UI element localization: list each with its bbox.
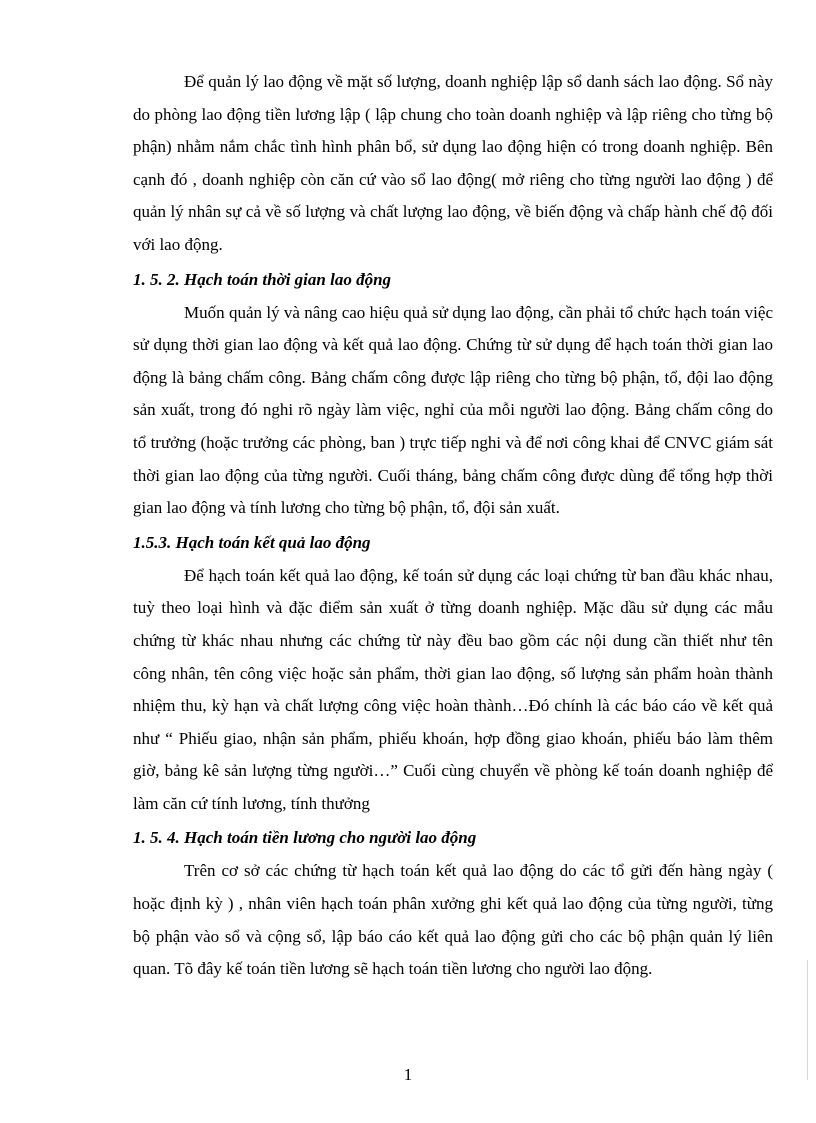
paragraph-labor-quantity: Để quản lý lao động về mặt số lượng, doanh nghiệp lập sổ danh sách lao động. Sổ này do phòng lao động tiền lương lập ( lập chung cho toàn doanh nghiệp và lập riêng cho từng bộ phận) nhằm nắm chắc tình hình phân bổ, sử dụng lao động hiện có trong doanh nghiệp. Bên cạnh đó , doanh nghiệp còn căn cứ vào sổ lao động( mở riêng cho từng người lao động ) để quản lý nhân sự cả về số lượng và chất lượng lao động, về biến động và chấp hành chế độ đối với lao động.: [133, 72, 773, 254]
paragraph-labor-results: Để hạch toán kết quả lao động, kế toán sử dụng các loại chứng từ ban đầu khác nhau, tuỳ theo loại hình và đặc điểm sản xuất ở từng doanh nghiệp. Mặc dầu sử dụng các mẫu chứng từ khác nhau nhưng các chứng từ này đều bao gồm các nội dung cần thiết như tên công nhân, tên công việc hoặc sản phẩm, thời gian lao động, số lượng sản phẩm hoàn thành nhiệm thu, kỳ hạn và chất lượng công việc hoàn thành…Đó chính là các báo cáo về kết quả như “ Phiếu giao, nhận sản phẩm, phiếu khoán, hợp đồng giao khoán, phiếu báo làm thêm giờ, bảng kê sản lượng từng người…” Cuối cùng chuyển về phòng kế toán doanh nghiệp để làm căn cứ tính lương, tính thưởng: [133, 565, 773, 813]
paragraph-labor-time: Muốn quản lý và nâng cao hiệu quả sử dụng lao động, cần phải tổ chức hạch toán việc sử dụng thời gian lao động và kết quả lao động. Chứng từ sử dụng để hạch toán thời gian lao động là bảng chấm công. Bảng chấm công được lập riêng cho từng bộ phận, tổ, đội lao động sản xuất, trong đó nghi rõ ngày làm việc, nghỉ của mỗi người lao động. Bảng chấm công do tổ trưởng (hoặc trưởng các phòng, ban ) trực tiếp nghi và để nơi công khai để CNVC giám sát thời gian lao động của từng người. Cuối tháng, bảng chấm công được dùng để tổng hợp thời gian lao động và tính lương cho từng bộ phận, tổ, đội sản xuất.: [133, 302, 773, 518]
document-body: [133, 66, 773, 986]
heading-labor-time: 1. 5. 2. Hạch toán thời gian lao động: [133, 269, 392, 289]
page-number: 1: [403, 1065, 413, 1084]
paragraph-salary-accounting: Trên cơ sở các chứng từ hạch toán kết quả lao động do các tổ gửi đến hàng ngày ( hoặc định kỳ ) , nhân viên hạch toán phân xưởng ghi kết quả lao động của từng người, từng bộ phận vào sổ và cộng sổ, lập báo cáo kết quả lao động gửi cho các bộ phận quản lý liên quan. Tõ đây kế toán tiền lương sẽ hạch toán tiền lương cho người lao động.: [133, 861, 773, 979]
margin-divider: [807, 960, 808, 1080]
heading-salary-accounting: 1. 5. 4. Hạch toán tiền lương cho người lao động: [133, 828, 477, 848]
heading-labor-results: 1.5.3. Hạch toán kết quả lao động: [133, 532, 371, 552]
